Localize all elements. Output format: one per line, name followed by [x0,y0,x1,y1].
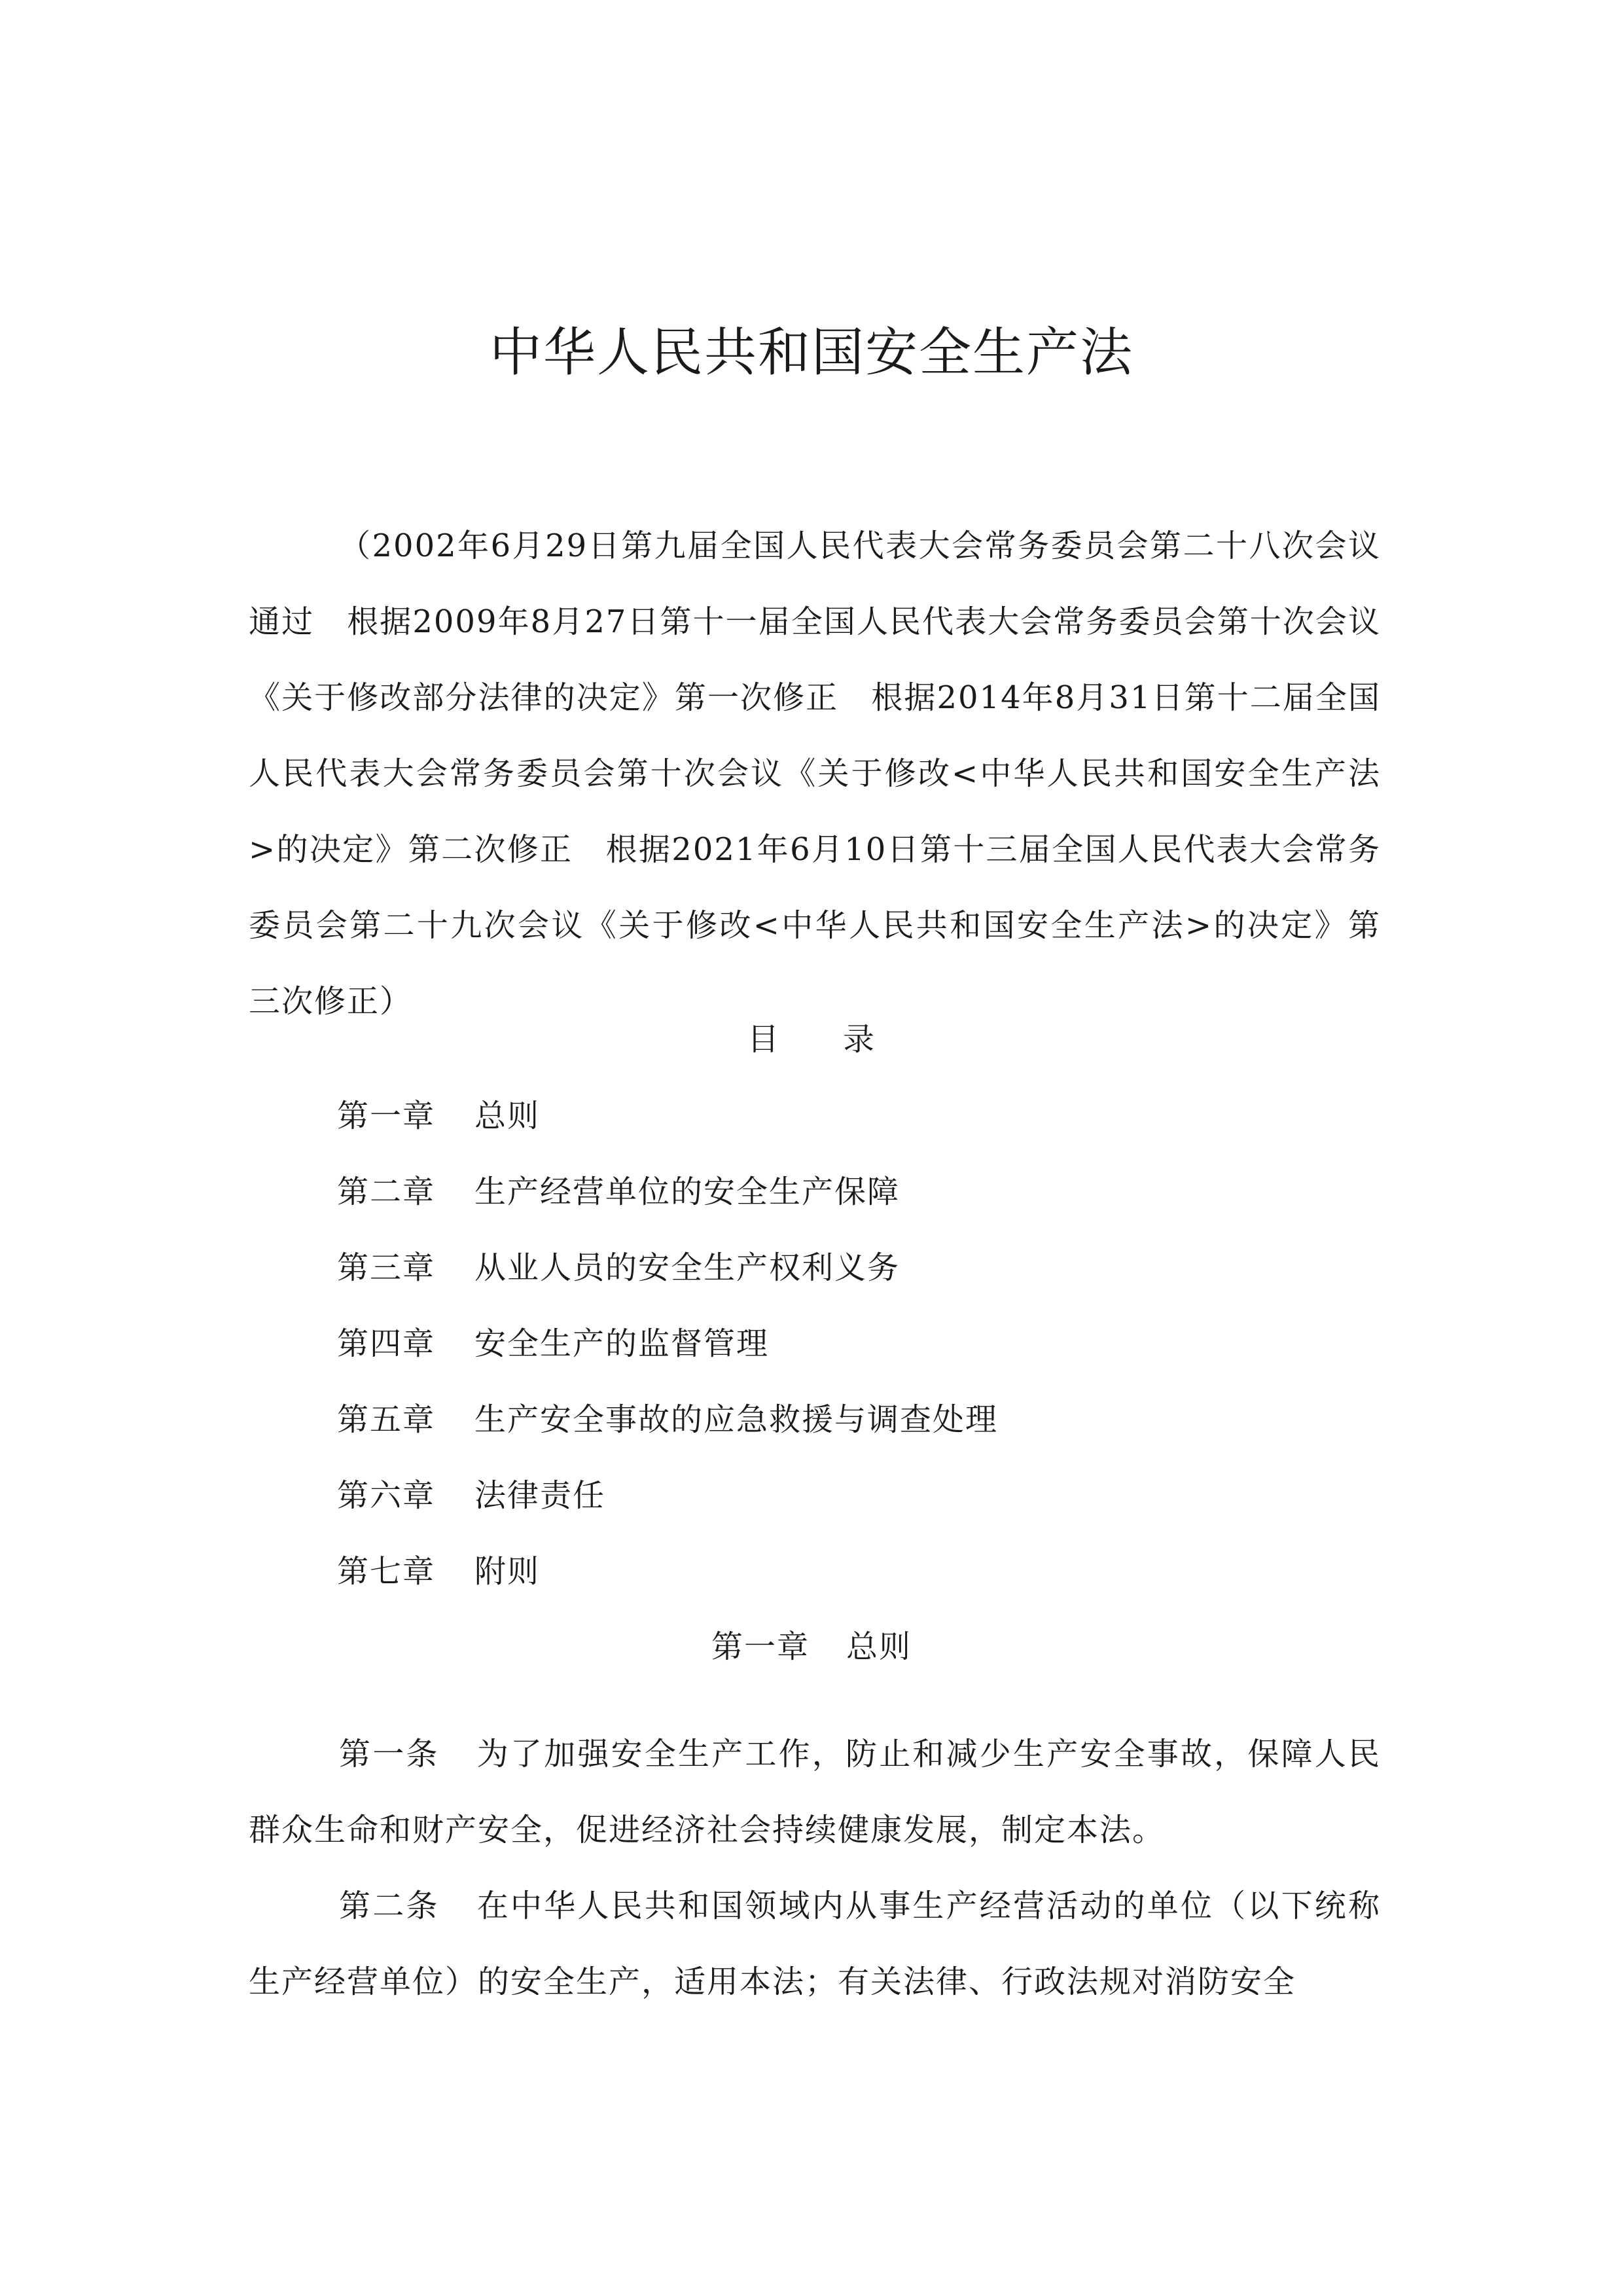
article-text: 为了加强安全生产工作，防止和减少生产安全事故，保障人民群众生命和财产安全，促进经济社会持续健康发展，制定本法。 [249,1736,1381,1848]
toc-item [337,1078,998,1154]
toc-item [337,1458,998,1534]
toc-item-number: 第二章 [337,1174,436,1210]
chapter-number: 第一章 [711,1628,810,1665]
toc-item [337,1154,998,1230]
toc-item [337,1230,998,1306]
toc-item-title: 法律责任 [474,1477,606,1514]
toc-item [337,1534,998,1609]
toc-heading [0,1001,1623,1077]
page-title: 中华人民共和国安全生产法 [490,321,1133,383]
toc-item [337,1306,998,1382]
article-2 [249,1868,1381,2020]
article-number: 第一条 [339,1736,440,1772]
toc-item-number: 第四章 [337,1325,436,1362]
chapter-heading [0,1609,1623,1685]
toc-item-number: 第六章 [337,1477,436,1514]
toc-item-title: 从业人员的安全生产权利义务 [474,1249,901,1286]
toc-item-title: 总则 [474,1098,541,1134]
table-of-contents [337,1078,998,1609]
article-number: 第二条 [339,1888,440,1924]
toc-item [337,1382,998,1458]
toc-item-number: 第一章 [337,1098,436,1134]
toc-item-number: 第五章 [337,1401,436,1438]
toc-item-title: 附则 [474,1553,541,1590]
toc-heading-right: 录 [843,1021,876,1058]
toc-item-title: 安全生产的监督管理 [474,1325,770,1362]
toc-item-number: 第七章 [337,1553,436,1590]
intro-paragraph: （2002年6月29日第九届全国人民代表大会常务委员会第二十八次会议通过 根据2009年8月27日第十一届全国人民代表大会常务委员会第十次会议《关于修改部分法律的决定》第一次修正 根据2014年8月31日第十二届全国人民代表大会常务委员会第十次会议《关于修改<中华人民共和国安全生产法>的决定》第二次修正 根据2021年6月10日第十三届全国人民代表大会常务委员会第二十九次会议《关于修改<中华人民共和国安全生产法>的决定》第三次修正） [249,528,1381,1020]
article-1 [249,1716,1381,1868]
toc-heading-left: 目 [747,1021,780,1058]
toc-item-title: 生产安全事故的应急救援与调查处理 [474,1401,999,1438]
article-text: 在中华人民共和国领域内从事生产经营活动的单位（以下统称生产经营单位）的安全生产，适用本法；有关法律、行政法规对消防安全 [249,1888,1381,2000]
toc-item-title: 生产经营单位的安全生产保障 [474,1174,901,1210]
chapter-title: 总则 [846,1628,912,1665]
toc-item-number: 第三章 [337,1249,436,1286]
